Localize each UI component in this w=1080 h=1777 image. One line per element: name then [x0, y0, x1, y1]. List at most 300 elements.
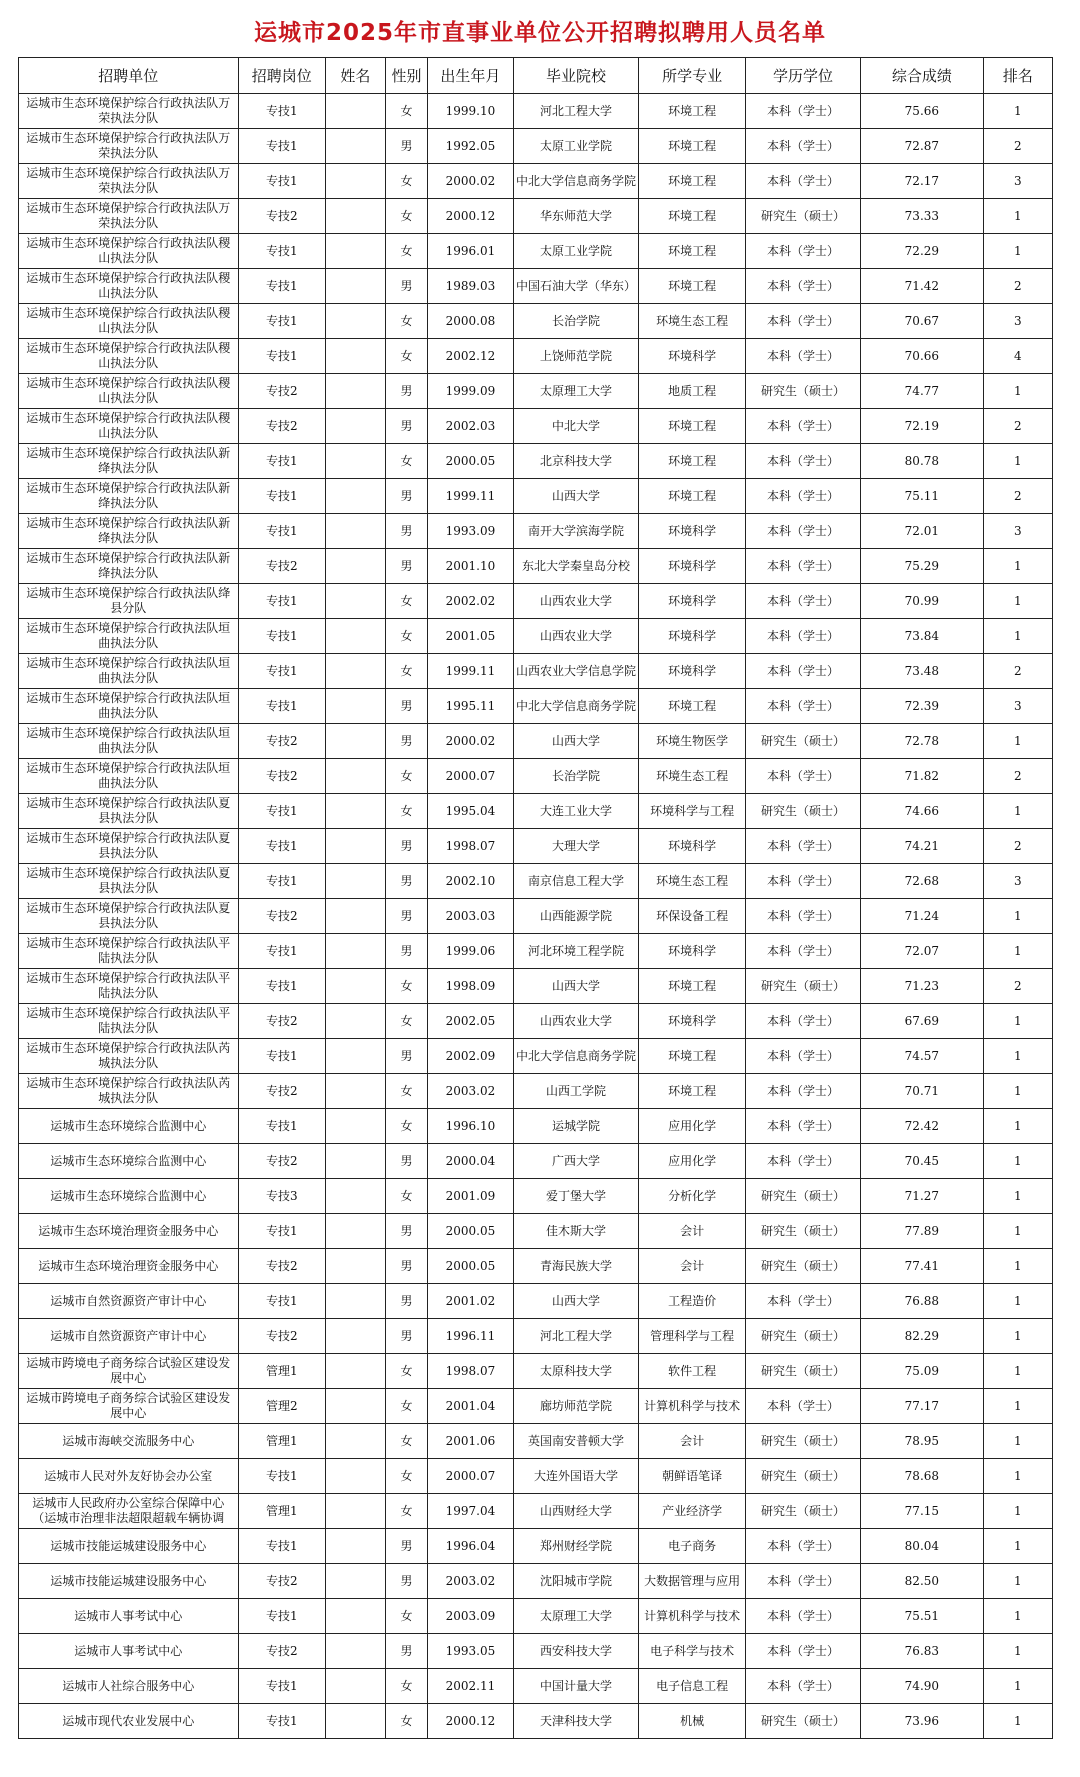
cell-school: 中国石油大学（华东）	[513, 269, 639, 304]
cell-gender: 男	[385, 269, 428, 304]
cell-unit: 运城市人社综合服务中心	[19, 1669, 239, 1704]
cell-post: 专技2	[238, 374, 325, 409]
table-row	[19, 899, 1053, 934]
cell-name	[325, 1389, 385, 1424]
cell-unit: 运城市人事考试中心	[19, 1634, 239, 1669]
cell-score: 82.29	[861, 1319, 984, 1354]
cell-degree: 研究生（硕士）	[745, 1179, 860, 1214]
cell-gender: 女	[385, 339, 428, 374]
cell-unit: 运城市生态环境保护综合行政执法队万荣执法分队	[19, 199, 239, 234]
cell-post: 专技1	[238, 304, 325, 339]
cell-post: 专技2	[238, 899, 325, 934]
cell-post: 专技2	[238, 1074, 325, 1109]
cell-gender: 女	[385, 94, 428, 129]
cell-gender: 女	[385, 444, 428, 479]
cell-school: 太原工业学院	[513, 234, 639, 269]
table-row	[19, 1144, 1053, 1179]
cell-major: 环境生态工程	[639, 864, 746, 899]
cell-unit: 运城市生态环境保护综合行政执法队夏县执法分队	[19, 864, 239, 899]
cell-major: 机械	[639, 1704, 746, 1739]
cell-school: 沈阳城市学院	[513, 1564, 639, 1599]
table-row	[19, 1494, 1053, 1529]
cell-major: 环境科学	[639, 829, 746, 864]
cell-major: 应用化学	[639, 1144, 746, 1179]
cell-score: 72.17	[861, 164, 984, 199]
cell-major: 环保设备工程	[639, 899, 746, 934]
cell-name	[325, 304, 385, 339]
cell-score: 80.04	[861, 1529, 984, 1564]
cell-rank: 1	[983, 899, 1052, 934]
cell-school: 东北大学秦皇岛分校	[513, 549, 639, 584]
cell-school: 大连外国语大学	[513, 1459, 639, 1494]
table-row	[19, 304, 1053, 339]
cell-score: 77.41	[861, 1249, 984, 1284]
cell-degree: 本科（学士）	[745, 304, 860, 339]
cell-school: 山西工学院	[513, 1074, 639, 1109]
cell-unit: 运城市生态环境治理资金服务中心	[19, 1249, 239, 1284]
cell-unit: 运城市生态环境保护综合行政执法队稷山执法分队	[19, 339, 239, 374]
cell-unit: 运城市现代农业发展中心	[19, 1704, 239, 1739]
cell-gender: 女	[385, 1424, 428, 1459]
cell-post: 管理2	[238, 1389, 325, 1424]
cell-score: 72.07	[861, 934, 984, 969]
cell-score: 76.83	[861, 1634, 984, 1669]
cell-birth: 1998.09	[428, 969, 513, 1004]
cell-degree: 本科（学士）	[745, 654, 860, 689]
cell-rank: 1	[983, 1529, 1052, 1564]
cell-unit: 运城市生态环境保护综合行政执法队新绛执法分队	[19, 549, 239, 584]
cell-post: 专技2	[238, 1144, 325, 1179]
cell-rank: 2	[983, 479, 1052, 514]
table-row	[19, 1319, 1053, 1354]
table-row	[19, 444, 1053, 479]
cell-school: 山西农业大学	[513, 584, 639, 619]
cell-gender: 女	[385, 654, 428, 689]
cell-unit: 运城市生态环境保护综合行政执法队新绛执法分队	[19, 444, 239, 479]
cell-degree: 研究生（硕士）	[745, 1249, 860, 1284]
cell-birth: 2002.10	[428, 864, 513, 899]
cell-name	[325, 1599, 385, 1634]
cell-unit: 运城市生态环境保护综合行政执法队万荣执法分队	[19, 94, 239, 129]
cell-score: 82.50	[861, 1564, 984, 1599]
cell-rank: 1	[983, 934, 1052, 969]
cell-school: 山西财经大学	[513, 1494, 639, 1529]
cell-unit: 运城市技能运城建设服务中心	[19, 1564, 239, 1599]
cell-score: 77.15	[861, 1494, 984, 1529]
cell-score: 70.45	[861, 1144, 984, 1179]
cell-gender: 女	[385, 199, 428, 234]
cell-rank: 1	[983, 584, 1052, 619]
page-title: 运城市2025年市直事业单位公开招聘拟聘用人员名单	[253, 20, 826, 46]
cell-rank: 3	[983, 304, 1052, 339]
cell-degree: 本科（学士）	[745, 899, 860, 934]
cell-birth: 2001.02	[428, 1284, 513, 1319]
cell-rank: 1	[983, 1669, 1052, 1704]
cell-major: 环境科学	[639, 514, 746, 549]
cell-major: 环境科学与工程	[639, 794, 746, 829]
cell-degree: 本科（学士）	[745, 549, 860, 584]
cell-score: 77.17	[861, 1389, 984, 1424]
cell-birth: 1995.04	[428, 794, 513, 829]
cell-rank: 1	[983, 1354, 1052, 1389]
cell-score: 74.57	[861, 1039, 984, 1074]
header-degree: 学历学位	[745, 58, 860, 94]
cell-gender: 男	[385, 1039, 428, 1074]
cell-post: 专技1	[238, 969, 325, 1004]
table-row	[19, 619, 1053, 654]
table-row	[19, 164, 1053, 199]
cell-major: 朝鲜语笔译	[639, 1459, 746, 1494]
table-row	[19, 1039, 1053, 1074]
cell-degree: 本科（学士）	[745, 829, 860, 864]
cell-birth: 1999.11	[428, 479, 513, 514]
cell-post: 专技1	[238, 1109, 325, 1144]
cell-rank: 1	[983, 1319, 1052, 1354]
cell-degree: 本科（学士）	[745, 129, 860, 164]
cell-rank: 3	[983, 164, 1052, 199]
cell-birth: 2000.07	[428, 1459, 513, 1494]
cell-major: 环境工程	[639, 479, 746, 514]
cell-name	[325, 409, 385, 444]
cell-gender: 女	[385, 969, 428, 1004]
cell-name	[325, 1179, 385, 1214]
cell-unit: 运城市生态环境综合监测中心	[19, 1109, 239, 1144]
cell-major: 环境工程	[639, 164, 746, 199]
cell-degree: 本科（学士）	[745, 1669, 860, 1704]
cell-name	[325, 1004, 385, 1039]
cell-birth: 2003.09	[428, 1599, 513, 1634]
cell-degree: 本科（学士）	[745, 339, 860, 374]
cell-name	[325, 899, 385, 934]
cell-post: 专技2	[238, 759, 325, 794]
cell-school: 太原理工大学	[513, 1599, 639, 1634]
table-row	[19, 339, 1053, 374]
cell-gender: 女	[385, 1494, 428, 1529]
cell-unit: 运城市人民政府办公室综合保障中心（运城市治理非法超限超载车辆协调	[19, 1494, 239, 1529]
cell-degree: 本科（学士）	[745, 1284, 860, 1319]
cell-post: 专技2	[238, 1564, 325, 1599]
cell-name	[325, 1319, 385, 1354]
cell-school: 河北工程大学	[513, 1319, 639, 1354]
cell-major: 分析化学	[639, 1179, 746, 1214]
cell-major: 环境工程	[639, 969, 746, 1004]
cell-major: 环境科学	[639, 934, 746, 969]
cell-school: 太原科技大学	[513, 1354, 639, 1389]
cell-birth: 1998.07	[428, 829, 513, 864]
cell-unit: 运城市生态环境保护综合行政执法队芮城执法分队	[19, 1074, 239, 1109]
cell-name	[325, 969, 385, 1004]
cell-birth: 2003.02	[428, 1564, 513, 1599]
table-row	[19, 689, 1053, 724]
cell-degree: 本科（学士）	[745, 584, 860, 619]
cell-score: 74.21	[861, 829, 984, 864]
cell-rank: 1	[983, 94, 1052, 129]
cell-name	[325, 794, 385, 829]
cell-name	[325, 934, 385, 969]
table-row	[19, 269, 1053, 304]
cell-major: 会计	[639, 1424, 746, 1459]
cell-post: 专技1	[238, 654, 325, 689]
cell-school: 山西大学	[513, 969, 639, 1004]
cell-degree: 本科（学士）	[745, 689, 860, 724]
table-row	[19, 584, 1053, 619]
cell-major: 应用化学	[639, 1109, 746, 1144]
cell-post: 专技1	[238, 584, 325, 619]
cell-gender: 女	[385, 1669, 428, 1704]
cell-gender: 男	[385, 1319, 428, 1354]
cell-major: 环境工程	[639, 94, 746, 129]
cell-school: 太原理工大学	[513, 374, 639, 409]
cell-score: 74.77	[861, 374, 984, 409]
cell-degree: 研究生（硕士）	[745, 199, 860, 234]
cell-unit: 运城市生态环境保护综合行政执法队稷山执法分队	[19, 374, 239, 409]
cell-unit: 运城市生态环境保护综合行政执法队平陆执法分队	[19, 934, 239, 969]
cell-degree: 本科（学士）	[745, 1389, 860, 1424]
cell-school: 佳木斯大学	[513, 1214, 639, 1249]
cell-post: 专技1	[238, 829, 325, 864]
cell-score: 72.19	[861, 409, 984, 444]
cell-school: 长治学院	[513, 304, 639, 339]
cell-name	[325, 164, 385, 199]
cell-rank: 1	[983, 1389, 1052, 1424]
cell-unit: 运城市生态环境保护综合行政执法队芮城执法分队	[19, 1039, 239, 1074]
cell-rank: 2	[983, 409, 1052, 444]
cell-name	[325, 759, 385, 794]
cell-post: 专技2	[238, 1319, 325, 1354]
cell-rank: 1	[983, 1214, 1052, 1249]
cell-rank: 1	[983, 619, 1052, 654]
cell-birth: 2001.06	[428, 1424, 513, 1459]
cell-post: 专技2	[238, 1004, 325, 1039]
cell-unit: 运城市海峡交流服务中心	[19, 1424, 239, 1459]
cell-score: 70.66	[861, 339, 984, 374]
cell-post: 专技3	[238, 1179, 325, 1214]
table-row	[19, 1564, 1053, 1599]
cell-rank: 1	[983, 549, 1052, 584]
cell-major: 环境工程	[639, 269, 746, 304]
cell-unit: 运城市生态环境保护综合行政执法队稷山执法分队	[19, 304, 239, 339]
table-row	[19, 1599, 1053, 1634]
cell-post: 专技1	[238, 234, 325, 269]
cell-gender: 男	[385, 934, 428, 969]
cell-post: 专技1	[238, 514, 325, 549]
cell-birth: 2002.02	[428, 584, 513, 619]
cell-post: 管理1	[238, 1424, 325, 1459]
cell-score: 72.78	[861, 724, 984, 759]
cell-score: 72.39	[861, 689, 984, 724]
cell-unit: 运城市生态环境保护综合行政执法队夏县执法分队	[19, 829, 239, 864]
cell-name	[325, 619, 385, 654]
table-row	[19, 1354, 1053, 1389]
cell-rank: 1	[983, 234, 1052, 269]
cell-degree: 本科（学士）	[745, 94, 860, 129]
cell-rank: 1	[983, 1249, 1052, 1284]
cell-rank: 1	[983, 1179, 1052, 1214]
cell-birth: 2001.05	[428, 619, 513, 654]
cell-school: 爱丁堡大学	[513, 1179, 639, 1214]
cell-score: 77.89	[861, 1214, 984, 1249]
cell-school: 山西大学	[513, 724, 639, 759]
cell-gender: 女	[385, 1004, 428, 1039]
cell-rank: 1	[983, 1109, 1052, 1144]
cell-name	[325, 1564, 385, 1599]
cell-school: 广西大学	[513, 1144, 639, 1179]
cell-rank: 1	[983, 1144, 1052, 1179]
cell-gender: 女	[385, 1354, 428, 1389]
cell-degree: 本科（学士）	[745, 619, 860, 654]
cell-degree: 本科（学士）	[745, 1599, 860, 1634]
cell-post: 专技1	[238, 1214, 325, 1249]
cell-rank: 3	[983, 689, 1052, 724]
table-row	[19, 199, 1053, 234]
cell-rank: 1	[983, 1284, 1052, 1319]
cell-score: 76.88	[861, 1284, 984, 1319]
table-row	[19, 1004, 1053, 1039]
cell-name	[325, 339, 385, 374]
table-row	[19, 969, 1053, 1004]
cell-rank: 1	[983, 1599, 1052, 1634]
cell-major: 软件工程	[639, 1354, 746, 1389]
cell-gender: 女	[385, 1179, 428, 1214]
cell-score: 67.69	[861, 1004, 984, 1039]
cell-score: 71.24	[861, 899, 984, 934]
cell-unit: 运城市生态环境保护综合行政执法队平陆执法分队	[19, 1004, 239, 1039]
cell-birth: 2000.12	[428, 199, 513, 234]
table-row	[19, 409, 1053, 444]
cell-gender: 女	[385, 1389, 428, 1424]
cell-name	[325, 1214, 385, 1249]
cell-gender: 男	[385, 724, 428, 759]
cell-major: 电子科学与技术	[639, 1634, 746, 1669]
cell-degree: 本科（学士）	[745, 269, 860, 304]
cell-post: 专技1	[238, 1599, 325, 1634]
cell-major: 产业经济学	[639, 1494, 746, 1529]
cell-birth: 2002.05	[428, 1004, 513, 1039]
cell-major: 工程造价	[639, 1284, 746, 1319]
cell-score: 71.82	[861, 759, 984, 794]
cell-gender: 女	[385, 304, 428, 339]
cell-major: 环境科学	[639, 654, 746, 689]
cell-birth: 2002.11	[428, 1669, 513, 1704]
cell-school: 华东师范大学	[513, 199, 639, 234]
cell-major: 电子信息工程	[639, 1669, 746, 1704]
header-name: 姓名	[325, 58, 385, 94]
table-row	[19, 94, 1053, 129]
table-row	[19, 1389, 1053, 1424]
cell-unit: 运城市自然资源资产审计中心	[19, 1319, 239, 1354]
cell-birth: 1999.11	[428, 654, 513, 689]
cell-post: 专技1	[238, 164, 325, 199]
cell-unit: 运城市人民对外友好协会办公室	[19, 1459, 239, 1494]
cell-post: 专技2	[238, 1634, 325, 1669]
cell-gender: 男	[385, 689, 428, 724]
cell-score: 72.29	[861, 234, 984, 269]
cell-post: 专技1	[238, 1284, 325, 1319]
table-row	[19, 514, 1053, 549]
cell-degree: 本科（学士）	[745, 1004, 860, 1039]
cell-birth: 2002.12	[428, 339, 513, 374]
cell-name	[325, 1109, 385, 1144]
cell-post: 专技1	[238, 129, 325, 164]
cell-degree: 本科（学士）	[745, 164, 860, 199]
cell-unit: 运城市生态环境保护综合行政执法队平陆执法分队	[19, 969, 239, 1004]
cell-rank: 4	[983, 339, 1052, 374]
cell-name	[325, 829, 385, 864]
cell-gender: 男	[385, 549, 428, 584]
cell-post: 专技2	[238, 549, 325, 584]
cell-birth: 1996.04	[428, 1529, 513, 1564]
cell-post: 专技2	[238, 1249, 325, 1284]
cell-name	[325, 1459, 385, 1494]
cell-birth: 1993.09	[428, 514, 513, 549]
cell-gender: 女	[385, 1704, 428, 1739]
table-row	[19, 1249, 1053, 1284]
cell-degree: 本科（学士）	[745, 1144, 860, 1179]
cell-name	[325, 654, 385, 689]
cell-post: 管理1	[238, 1494, 325, 1529]
cell-post: 专技2	[238, 409, 325, 444]
cell-birth: 2000.02	[428, 164, 513, 199]
cell-school: 南京信息工程大学	[513, 864, 639, 899]
cell-gender: 女	[385, 234, 428, 269]
cell-name	[325, 1669, 385, 1704]
table-row	[19, 934, 1053, 969]
cell-name	[325, 1494, 385, 1529]
cell-score: 73.84	[861, 619, 984, 654]
cell-birth: 1999.09	[428, 374, 513, 409]
cell-score: 72.68	[861, 864, 984, 899]
cell-name	[325, 94, 385, 129]
cell-name	[325, 479, 385, 514]
cell-degree: 本科（学士）	[745, 1529, 860, 1564]
cell-school: 中北大学信息商务学院	[513, 1039, 639, 1074]
header-school: 毕业院校	[513, 58, 639, 94]
cell-degree: 本科（学士）	[745, 934, 860, 969]
cell-school: 山西大学	[513, 1284, 639, 1319]
cell-gender: 男	[385, 1214, 428, 1249]
cell-unit: 运城市技能运城建设服务中心	[19, 1529, 239, 1564]
cell-major: 环境科学	[639, 339, 746, 374]
cell-birth: 1998.07	[428, 1354, 513, 1389]
cell-score: 80.78	[861, 444, 984, 479]
table-row	[19, 1179, 1053, 1214]
cell-score: 75.51	[861, 1599, 984, 1634]
header-gender: 性别	[385, 58, 428, 94]
cell-name	[325, 444, 385, 479]
cell-name	[325, 269, 385, 304]
cell-unit: 运城市生态环境综合监测中心	[19, 1144, 239, 1179]
cell-gender: 男	[385, 829, 428, 864]
cell-post: 专技1	[238, 619, 325, 654]
cell-rank: 1	[983, 1039, 1052, 1074]
cell-degree: 研究生（硕士）	[745, 1459, 860, 1494]
table-row	[19, 1424, 1053, 1459]
cell-score: 72.87	[861, 129, 984, 164]
cell-birth: 1992.05	[428, 129, 513, 164]
cell-school: 中国计量大学	[513, 1669, 639, 1704]
cell-school: 山西能源学院	[513, 899, 639, 934]
table-row	[19, 1634, 1053, 1669]
cell-name	[325, 1424, 385, 1459]
cell-birth: 2000.08	[428, 304, 513, 339]
cell-birth: 2001.04	[428, 1389, 513, 1424]
cell-degree: 研究生（硕士）	[745, 1214, 860, 1249]
cell-school: 山西农业大学信息学院	[513, 654, 639, 689]
cell-gender: 男	[385, 374, 428, 409]
cell-school: 河北环境工程学院	[513, 934, 639, 969]
cell-unit: 运城市生态环境保护综合行政执法队稷山执法分队	[19, 234, 239, 269]
cell-post: 专技1	[238, 1039, 325, 1074]
